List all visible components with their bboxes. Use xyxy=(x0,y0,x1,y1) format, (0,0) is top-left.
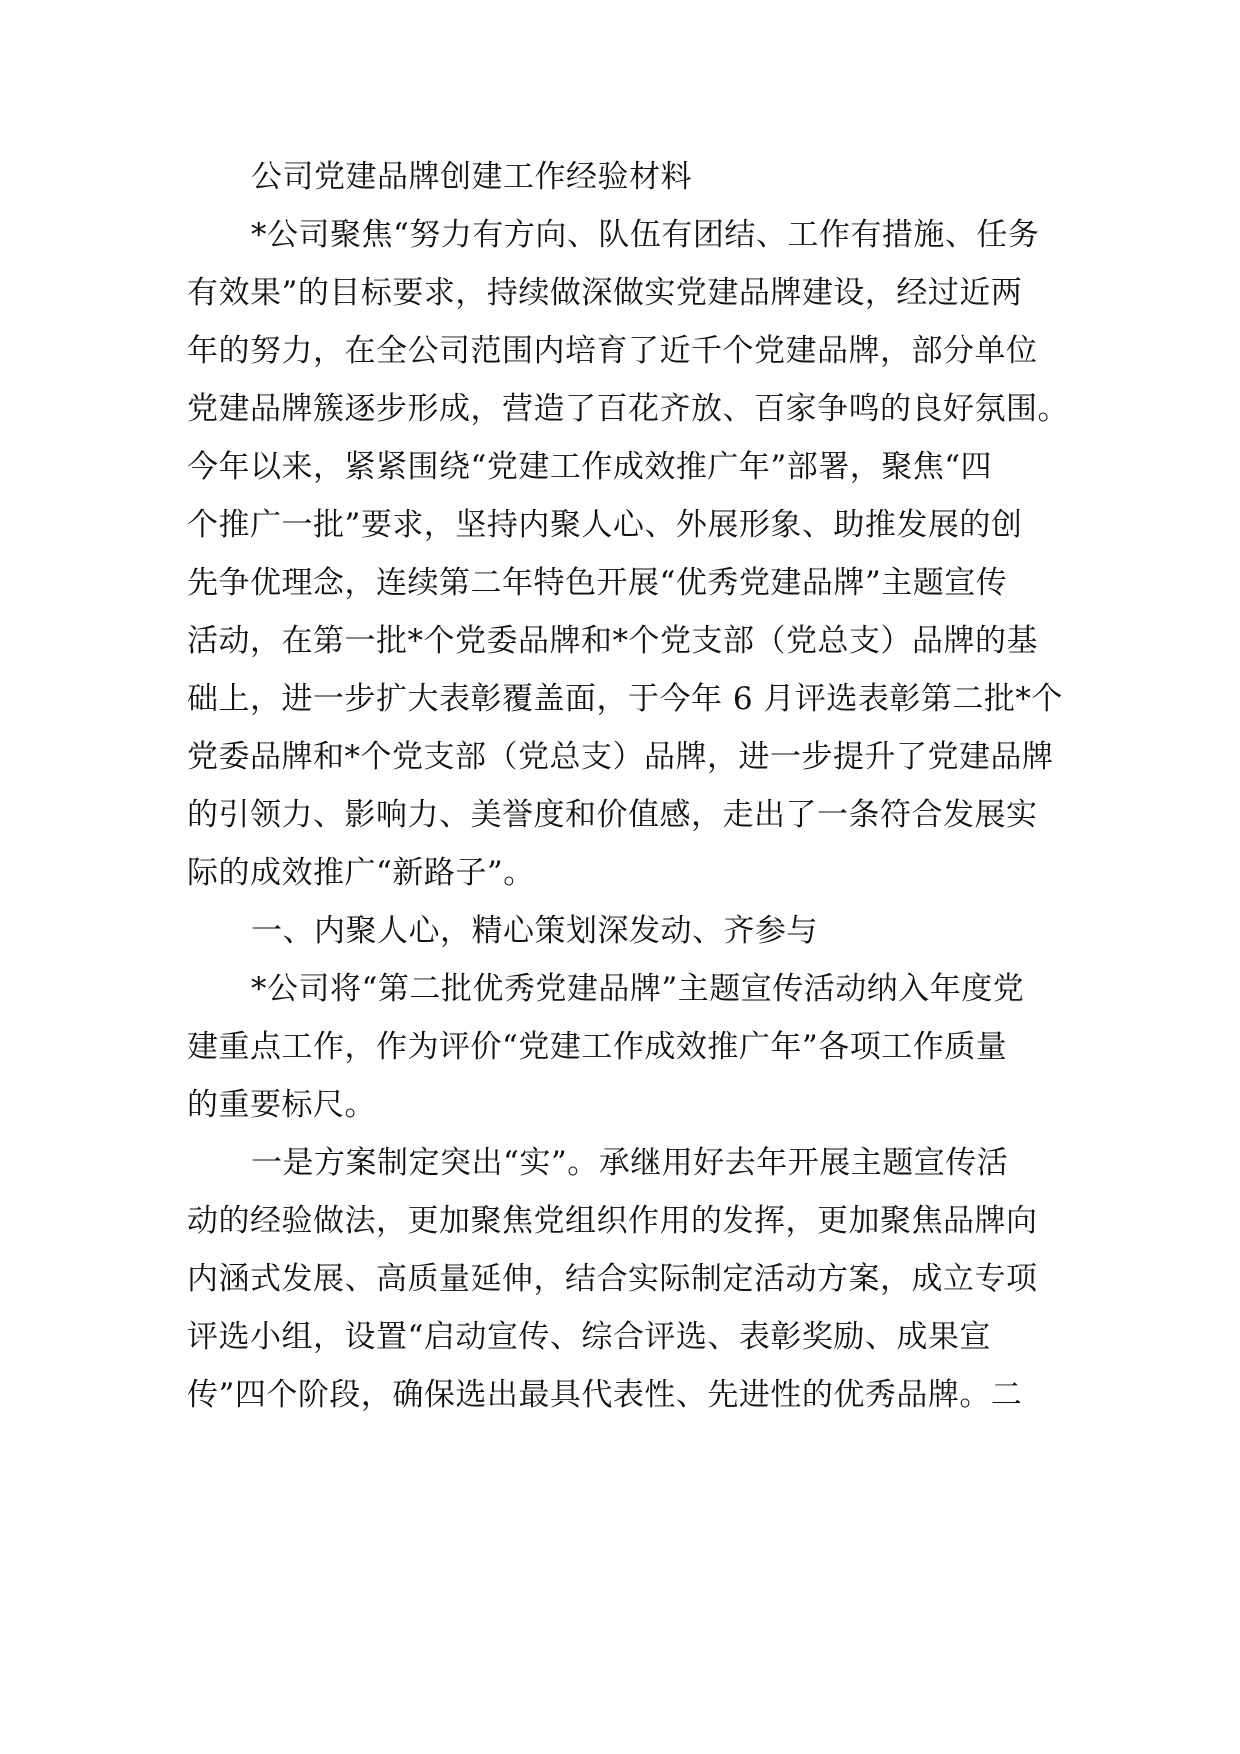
paragraph-line: 先争优理念，连续第二年特色开展“优秀党建品牌”主题宣传 xyxy=(187,565,1008,601)
paragraph-line: *公司将“第二批优秀党建品牌”主题宣传活动纳入年度党 xyxy=(251,971,1025,1007)
paragraph-line: 有效果”的目标要求，持续做深做实党建品牌建设，经过近两 xyxy=(187,275,1023,311)
paragraph-line: 活动，在第一批*个党委品牌和*个党支部（党总支）品牌的基 xyxy=(187,623,1038,659)
document-title: 公司党建品牌创建工作经验材料 xyxy=(251,159,692,195)
paragraph-line: 评选小组，设置“启动宣传、综合评选、表彰奖励、成果宣 xyxy=(187,1319,991,1355)
paragraph-line: 年的努力，在全公司范围内培育了近千个党建品牌，部分单位 xyxy=(187,333,1038,369)
paragraph-line: 的重要标尺。 xyxy=(187,1087,376,1123)
section-heading: 一、内聚人心，精心策划深发动、齐参与 xyxy=(251,913,818,949)
paragraph-line: *公司聚焦“努力有方向、队伍有团结、工作有措施、任务 xyxy=(251,217,1040,253)
paragraph-line: 个推广一批”要求，坚持内聚人心、外展形象、助推发展的创 xyxy=(187,507,1023,543)
paragraph-line: 内涵式发展、高质量延伸，结合实际制定活动方案，成立专项 xyxy=(187,1261,1038,1297)
paragraph-line: 党建品牌簇逐步形成，营造了百花齐放、百家争鸣的良好氛围。 xyxy=(187,391,1069,427)
paragraph-line: 建重点工作，作为评价“党建工作成效推广年”各项工作质量 xyxy=(187,1029,1008,1065)
paragraph-line: 传”四个阶段，确保选出最具代表性、先进性的优秀品牌。二 xyxy=(187,1377,1023,1413)
paragraph-line: 际的成效推广“新路子”。 xyxy=(187,855,535,891)
paragraph-line: 今年以来，紧紧围绕“党建工作成效推广年”部署，聚焦“四 xyxy=(187,449,993,485)
paragraph-line: 党委品牌和*个党支部（党总支）品牌，进一步提升了党建品牌 xyxy=(187,739,1054,775)
paragraph-line: 础上，进一步扩大表彰覆盖面，于今年 6 月评选表彰第二批*个 xyxy=(187,681,1063,717)
paragraph-line: 的引领力、影响力、美誉度和价值感，走出了一条符合发展实 xyxy=(187,797,1038,833)
paragraph-line: 动的经验做法，更加聚焦党组织作用的发挥，更加聚焦品牌向 xyxy=(187,1203,1038,1239)
paragraph-line: 一是方案制定突出“实”。承继用好去年开展主题宣传活 xyxy=(251,1145,1009,1181)
